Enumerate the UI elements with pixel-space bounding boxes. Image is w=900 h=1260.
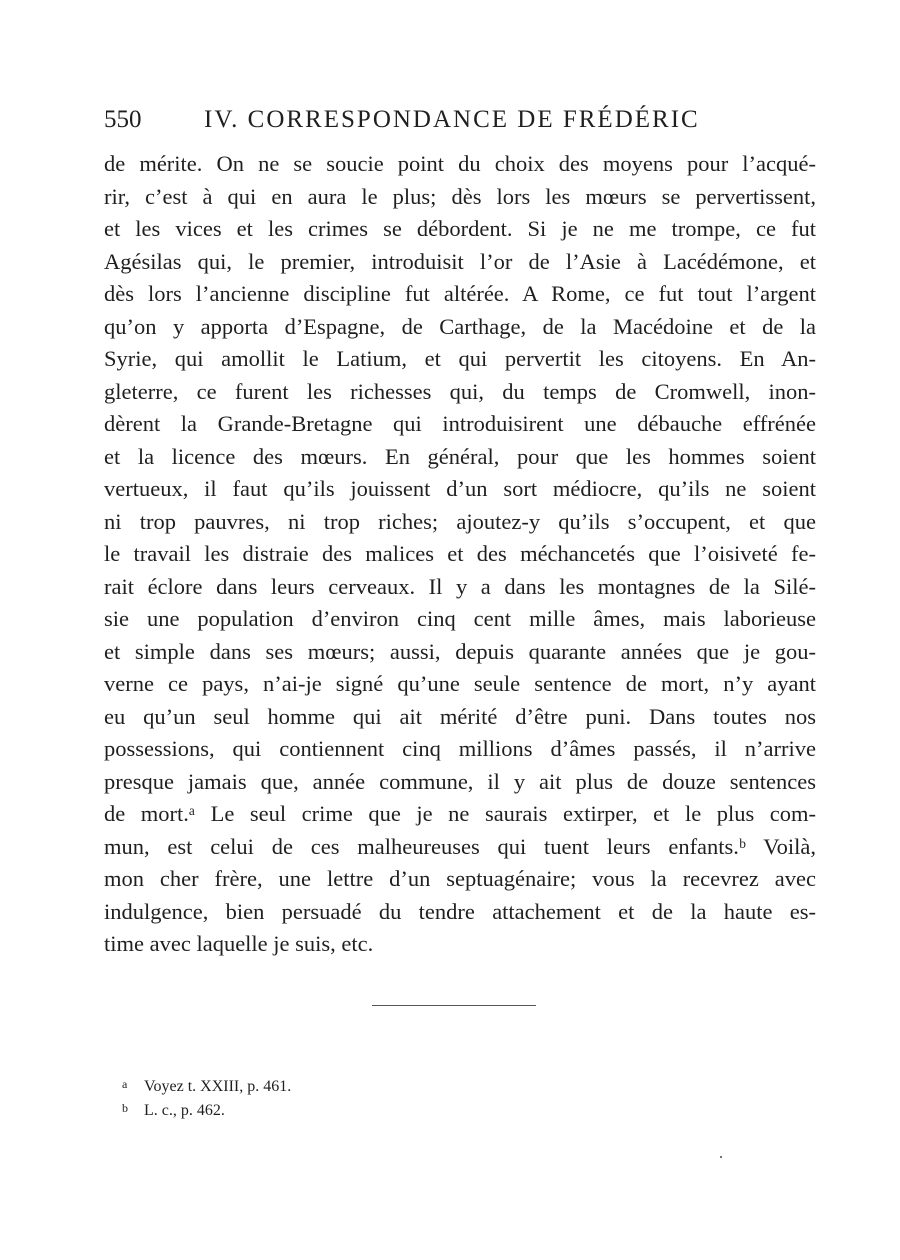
text-line: le travail les distraie des malices et des méchancetés que l’oisiveté fe- (104, 541, 816, 566)
page-number: 550 (104, 106, 142, 133)
body-text (104, 148, 816, 961)
text-line: presque jamais que, année commune, il y ait plus de douze sentences (104, 768, 816, 794)
text-line: indulgence, bien persuadé du tendre attachement et de la haute es- (104, 898, 816, 924)
text-line: Agésilas qui, le premier, introduisit l’or de l’Asie à Lacédémone, et (104, 248, 816, 274)
text-line-last: time avec laquelle je suis, etc. (104, 931, 374, 956)
text-line: dèrent la Grande-Bretagne qui introduisirent une débauche effrénée (104, 411, 816, 436)
footnote-marker: b (122, 1101, 128, 1115)
running-head (104, 106, 816, 140)
text-line: et la licence des mœurs. En général, pour que les hommes soient (104, 443, 816, 469)
text-line: et les vices et les crimes se débordent. Si je ne me trompe, ce fut (104, 216, 816, 241)
text-line: ni trop pauvres, ni trop riches; ajoutez-y qu’ils s’occupent, et que (104, 508, 816, 534)
footnote-b (122, 1096, 522, 1120)
text-line: de mort.ᵃ Le seul crime que je ne saurais extirper, et le plus com- (104, 801, 816, 826)
text-line: de mérite. On ne se soucie point du choix des moyens pour l’acqué- (104, 151, 816, 176)
text-line: rait éclore dans leurs cerveaux. Il y a dans les montagnes de la Silé- (104, 573, 816, 599)
footnotes (122, 1072, 522, 1120)
footnote-text: L. c., p. 462. (144, 1102, 225, 1119)
footnote-marker: a (122, 1077, 128, 1091)
section-divider (372, 1005, 536, 1006)
footnote-a (122, 1072, 522, 1096)
text-line: qu’on y apporta d’Espagne, de Carthage, de la Macédoine et de la (104, 313, 816, 339)
running-title: IV. CORRESPONDANCE DE FRÉDÉRIC (204, 106, 700, 133)
text-line: eu qu’un seul homme qui ait mérité d’être puni. Dans toutes nos (104, 703, 816, 729)
text-line: vertueux, il faut qu’ils jouissent d’un sort médiocre, qu’ils ne soient (104, 476, 816, 501)
text-line: mun, est celui de ces malheureuses qui tuent leurs enfants.ᵇ Voilà, (104, 833, 816, 859)
text-line: et simple dans ses mœurs; aussi, depuis quarante années que je gou- (104, 638, 816, 664)
paper-speck (720, 1156, 722, 1158)
text-line: gleterre, ce furent les richesses qui, du temps de Cromwell, inon- (104, 378, 816, 404)
text-line: Syrie, qui amollit le Latium, et qui pervertit les citoyens. En An- (104, 346, 816, 371)
text-line: dès lors l’ancienne discipline fut altérée. A Rome, ce fut tout l’argent (104, 281, 816, 306)
text-line: possessions, qui contiennent cinq millions d’âmes passés, il n’arrive (104, 736, 816, 761)
text-line: mon cher frère, une lettre d’un septuagénaire; vous la recevrez avec (104, 866, 816, 891)
footnote-text: Voyez t. XXIII, p. 461. (144, 1078, 292, 1095)
text-line: sie une population d’environ cinq cent mille âmes, mais laborieuse (104, 606, 816, 631)
text-line: verne ce pays, n’ai-je signé qu’une seule sentence de mort, n’y ayant (104, 671, 816, 696)
text-line: rir, c’est à qui en aura le plus; dès lors les mœurs se pervertissent, (104, 183, 816, 209)
